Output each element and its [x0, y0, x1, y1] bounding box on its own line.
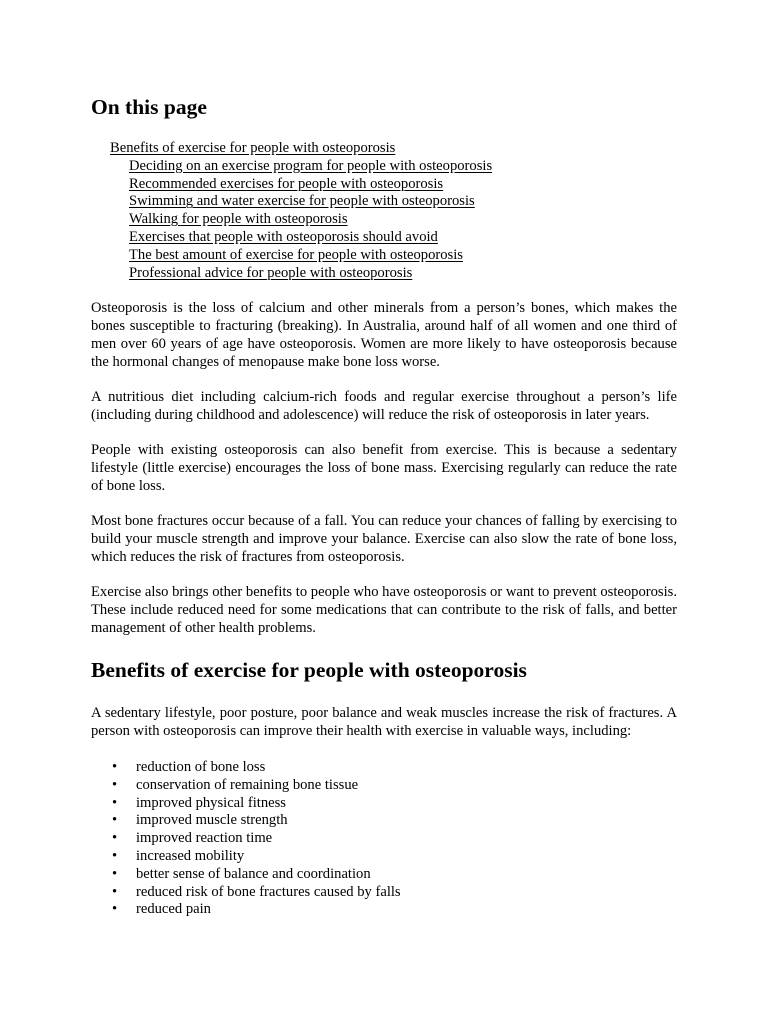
section-heading: Benefits of exercise for people with osteoporosis — [91, 658, 527, 683]
list-item-text: conservation of remaining bone tissue — [136, 776, 359, 793]
toc-link[interactable]: Walking for people with osteoporosis — [129, 211, 348, 228]
bullet-icon: • — [112, 883, 118, 900]
page-title: On this page — [91, 95, 207, 119]
toc-item — [91, 158, 677, 176]
list-item — [91, 830, 677, 848]
bullet-icon: • — [112, 812, 118, 829]
benefits-list — [91, 759, 677, 919]
toc-item — [91, 265, 677, 283]
toc-item — [91, 229, 677, 247]
document-page — [91, 92, 677, 919]
list-item — [91, 901, 677, 919]
intro-paragraph: Most bone fractures occur because of a fall. You can reduce your chances of falling by exercising to build your muscle strength and improve your balance. Exercise can also slow the rate of bone loss, which reduces the risk of fractures from osteoporosis. — [91, 513, 677, 565]
list-item — [91, 848, 677, 866]
list-item — [91, 759, 677, 777]
toc-item — [91, 140, 677, 158]
toc-item — [91, 211, 677, 229]
intro-paragraph: A nutritious diet including calcium-rich foods and regular exercise throughout a person’s life (including during childhood and adolescence) will reduce the risk of osteoporosis in later years. — [91, 389, 677, 423]
bullet-icon: • — [112, 758, 118, 775]
list-item-text: better sense of balance and coordination — [136, 865, 371, 882]
intro-paragraph: People with existing osteoporosis can also benefit from exercise. This is because a sedentary lifestyle (little exercise) encourages the loss of bone mass. Exercising regularly can reduce the rate of bone loss. — [91, 442, 677, 494]
toc-link[interactable]: The best amount of exercise for people with osteoporosis — [129, 246, 463, 263]
toc-link[interactable]: Recommended exercises for people with osteoporosis — [129, 175, 444, 192]
toc-item — [91, 176, 677, 194]
list-item-text: reduced risk of bone fractures caused by falls — [136, 883, 401, 900]
bullet-icon: • — [112, 776, 118, 793]
list-item-text: improved physical fitness — [136, 794, 286, 811]
bullet-icon: • — [112, 901, 118, 918]
list-item-text: improved muscle strength — [136, 812, 288, 829]
toc-item — [91, 247, 677, 265]
list-item — [91, 884, 677, 902]
toc-item — [91, 193, 677, 211]
list-item — [91, 795, 677, 813]
list-item-text: improved reaction time — [136, 830, 273, 847]
toc-link[interactable]: Benefits of exercise for people with osteoporosis — [110, 140, 396, 156]
intro-paragraph: Osteoporosis is the loss of calcium and other minerals from a person’s bones, which makes the bones susceptible to fracturing (breaking). In Australia, around half of all women and one third of men over 60 years of age have osteoporosis. Women are more likely to have osteoporosis because the hormonal changes of menopause make bone loss worse. — [91, 300, 677, 370]
list-item-text: reduction of bone loss — [136, 758, 266, 775]
toc-link[interactable]: Exercises that people with osteoporosis should avoid — [129, 228, 438, 245]
toc-link[interactable]: Swimming and water exercise for people with osteoporosis — [129, 193, 475, 210]
bullet-icon: • — [112, 794, 118, 811]
list-item-text: reduced pain — [136, 901, 211, 918]
bullet-icon: • — [112, 865, 118, 882]
bullet-icon: • — [112, 830, 118, 847]
toc-link[interactable]: Deciding on an exercise program for people with osteoporosis — [129, 157, 493, 174]
bullet-icon: • — [112, 847, 118, 864]
list-item — [91, 777, 677, 795]
intro-paragraph: Exercise also brings other benefits to people who have osteoporosis or want to prevent osteoporosis. These include reduced need for some medications that can contribute to the risk of falls, and better management of other health problems. — [91, 583, 677, 636]
list-item — [91, 866, 677, 884]
toc-link[interactable]: Professional advice for people with osteoporosis — [129, 264, 413, 281]
list-item-text: increased mobility — [136, 847, 245, 864]
section-paragraph: A sedentary lifestyle, poor posture, poor balance and weak muscles increase the risk of fractures. A person with osteoporosis can improve their health with exercise in valuable ways, including: — [91, 705, 677, 740]
list-item — [91, 812, 677, 830]
table-of-contents — [91, 140, 677, 282]
